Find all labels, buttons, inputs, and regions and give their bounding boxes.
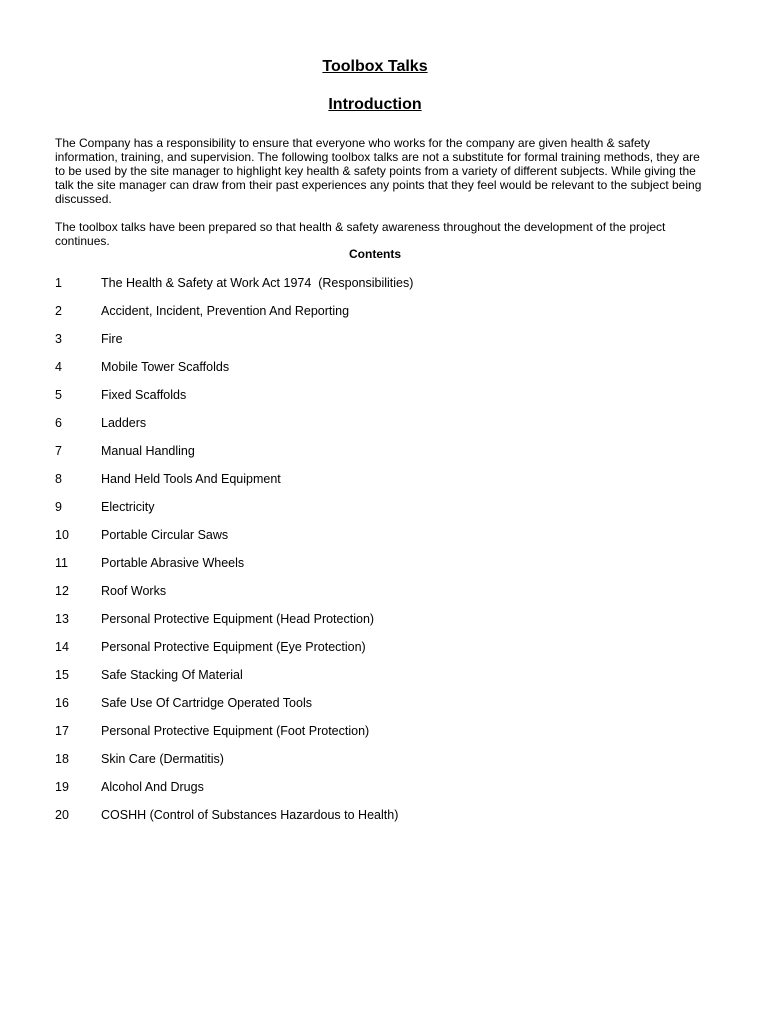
contents-item — [55, 696, 413, 724]
contents-item-number: 14 — [55, 640, 69, 654]
contents-item-number: 20 — [55, 808, 69, 822]
contents-item-number: 11 — [55, 556, 68, 570]
contents-item-number: 2 — [55, 304, 62, 318]
contents-item — [55, 500, 413, 528]
contents-item-title: Electricity — [101, 500, 155, 514]
contents-item-number: 5 — [55, 388, 62, 402]
contents-item-title: Mobile Tower Scaffolds — [101, 360, 230, 374]
contents-item — [55, 304, 413, 332]
contents-item-number: 3 — [55, 332, 62, 346]
contents-item-title: Fixed Scaffolds — [101, 388, 187, 402]
contents-item-number: 13 — [55, 612, 69, 626]
intro-paragraph: The Company has a responsibility to ensure that everyone who works for the company are given health & safety information, training, and supervision. The following toolbox talks are not a substitute for formal training methods, they are to be used by the site manager to highlight key health & safety points from a variety of different subjects. While giving the talk the site manager can draw from their past experiences any points that they feel would be relevant to the subject being discussed. — [55, 136, 702, 206]
contents-list — [55, 276, 413, 836]
contents-item-number: 12 — [55, 584, 69, 598]
contents-item-title: Alcohol And Drugs — [101, 780, 204, 794]
document-subtitle: Introduction — [328, 96, 422, 113]
contents-item-title: Safe Stacking Of Material — [101, 668, 243, 682]
contents-item-title: Roof Works — [101, 584, 167, 598]
contents-item-number: 18 — [55, 752, 69, 766]
contents-item — [55, 584, 413, 612]
contents-item — [55, 752, 413, 780]
contents-item — [55, 444, 413, 472]
contents-item-title: Personal Protective Equipment (Head Protection) — [101, 612, 375, 626]
contents-item-number: 19 — [55, 780, 69, 794]
contents-item-number: 9 — [55, 500, 62, 514]
contents-item-title: Fire — [101, 332, 123, 346]
contents-item-title: Safe Use Of Cartridge Operated Tools — [101, 696, 312, 710]
contents-item — [55, 640, 413, 668]
contents-item-number: 16 — [55, 696, 69, 710]
contents-heading: Contents — [349, 247, 401, 261]
contents-item-title: Personal Protective Equipment (Eye Protection) — [101, 640, 366, 654]
contents-item-title: The Health & Safety at Work Act 1974 (Responsibilities) — [101, 276, 414, 290]
contents-item-number: 4 — [55, 360, 62, 374]
document-title: Toolbox Talks — [322, 58, 428, 75]
contents-item-number: 10 — [55, 528, 69, 542]
contents-item-title: Hand Held Tools And Equipment — [101, 472, 281, 486]
contents-item — [55, 416, 413, 444]
contents-item-title: Personal Protective Equipment (Foot Protection) — [101, 724, 370, 738]
contents-item — [55, 276, 413, 304]
awareness-paragraph: The toolbox talks have been prepared so that health & safety awareness throughout the development of the project continues. — [55, 220, 666, 248]
contents-item — [55, 528, 413, 556]
contents-item-number: 15 — [55, 668, 69, 682]
contents-item — [55, 780, 413, 808]
contents-item-title: Skin Care (Dermatitis) — [101, 752, 224, 766]
contents-item — [55, 612, 413, 640]
contents-item-number: 1 — [55, 276, 62, 290]
contents-item-title: Portable Circular Saws — [101, 528, 229, 542]
contents-item-number: 6 — [55, 416, 62, 430]
contents-item — [55, 556, 413, 584]
contents-item-title: Ladders — [101, 416, 147, 430]
contents-item-title: COSHH (Control of Substances Hazardous to Health) — [101, 808, 399, 822]
contents-item-title: Portable Abrasive Wheels — [101, 556, 245, 570]
contents-item — [55, 472, 413, 500]
contents-item-title: Accident, Incident, Prevention And Reporting — [101, 304, 350, 318]
contents-item-number: 8 — [55, 472, 62, 486]
contents-item-title: Manual Handling — [101, 444, 195, 458]
contents-item — [55, 388, 413, 416]
contents-item — [55, 808, 413, 836]
contents-item — [55, 724, 413, 752]
contents-item — [55, 668, 413, 696]
contents-item — [55, 360, 413, 388]
contents-item — [55, 332, 413, 360]
contents-item-number: 7 — [55, 444, 62, 458]
contents-item-number: 17 — [55, 724, 69, 738]
